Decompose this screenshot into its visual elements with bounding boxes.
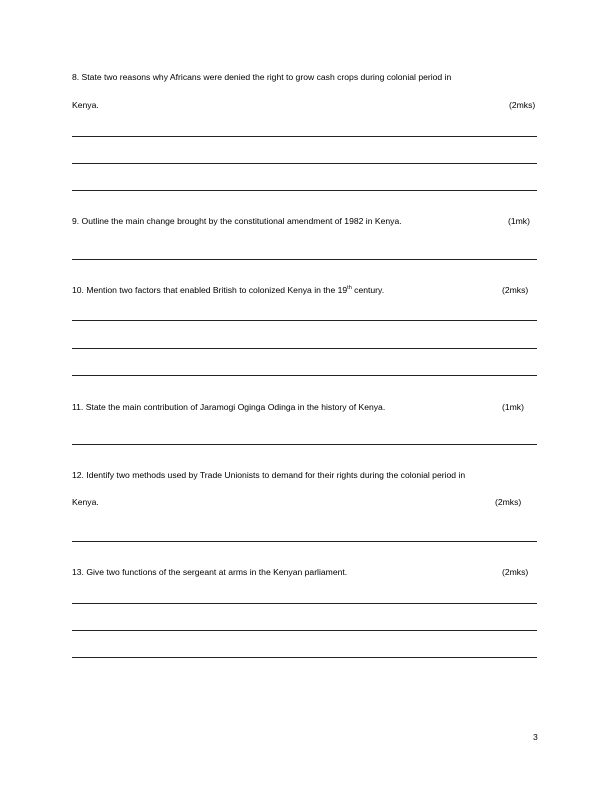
question-13-text: 13. Give two functions of the sergeant at arms in the Kenyan parliament. <box>72 567 348 577</box>
answer-line[interactable] <box>72 348 537 349</box>
answer-line[interactable] <box>72 163 537 164</box>
answer-line[interactable] <box>72 136 537 137</box>
question-10-text: 10. Mention two factors that enabled British to colonized Kenya in the 19th century. <box>72 285 385 295</box>
question-9-text: 9. Outline the main change brought by the constitutional amendment of 1982 in Kenya. <box>72 216 402 226</box>
question-8-text-line1: 8. State two reasons why Africans were denied the right to grow cash crops during colonial period in <box>72 72 452 82</box>
question-12-text-line2: Kenya. <box>72 497 99 507</box>
page-number: 3 <box>533 732 538 742</box>
answer-line[interactable] <box>72 375 537 376</box>
question-12-text-line1: 12. Identify two methods used by Trade Unionists to demand for their rights during the colonial period in <box>72 470 466 480</box>
answer-line[interactable] <box>72 190 537 191</box>
question-8-text-line2: Kenya. <box>72 100 99 110</box>
answer-line[interactable] <box>72 541 537 542</box>
question-8-marks: (2mks) <box>509 100 536 110</box>
question-13-marks: (2mks) <box>502 567 529 577</box>
question-11-text: 11. State the main contribution of Jaramogi Oginga Odinga in the history of Kenya. <box>72 402 386 412</box>
answer-line[interactable] <box>72 259 537 260</box>
question-12-marks: (2mks) <box>495 497 522 507</box>
answer-line[interactable] <box>72 603 537 604</box>
question-10-marks: (2mks) <box>502 285 529 295</box>
superscript: th <box>347 285 352 292</box>
answer-line[interactable] <box>72 320 537 321</box>
answer-line[interactable] <box>72 444 537 445</box>
question-11-marks: (1mk) <box>502 402 524 412</box>
question-9-marks: (1mk) <box>508 216 530 226</box>
answer-line[interactable] <box>72 630 537 631</box>
answer-line[interactable] <box>72 657 537 658</box>
